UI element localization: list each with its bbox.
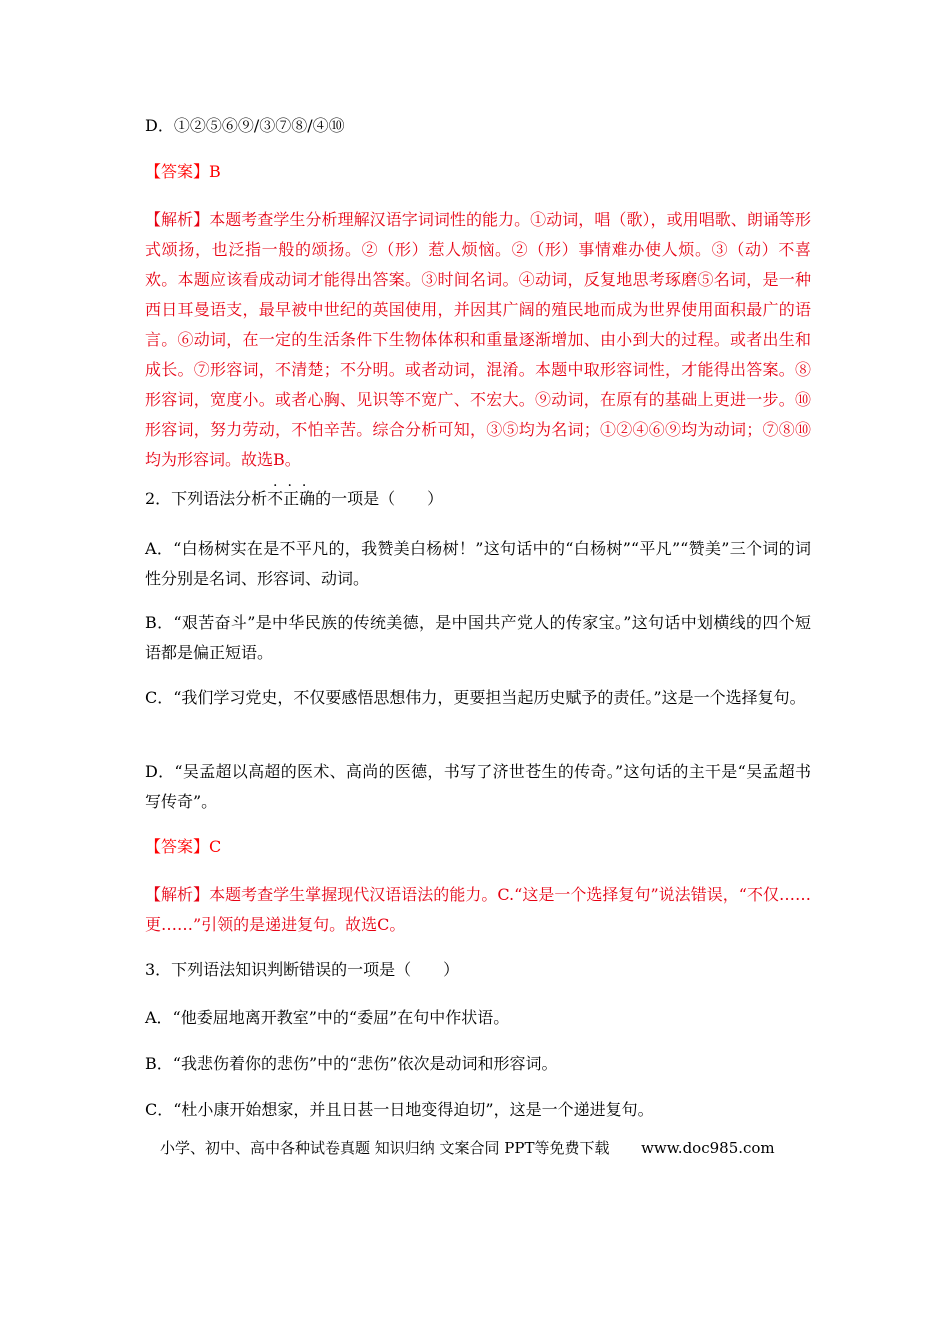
q3-stem: 3．下列语法知识判断错误的一项是（ ）: [145, 960, 460, 979]
q2-option-d: D．“吴孟超以高超的医术、高尚的医德，书写了济世苍生的传奇。”这句话的主干是“吴孟超书写传奇”。: [145, 762, 811, 811]
q1-answer: 【答案】B: [145, 162, 221, 181]
q2-option-a: A．“白杨树实在是不平凡的，我赞美白杨树！”这句话中的“白杨树”“平凡”“赞美”三个词的词性分别是名词、形容词、动词。: [145, 539, 811, 588]
q1-option-d: D．①②⑤⑥⑨/③⑦⑧/④⑩: [145, 116, 345, 135]
footer-url[interactable]: www.doc985.com: [641, 1139, 775, 1157]
q3-option-c: C．“杜小康开始想家，并且日甚一日地变得迫切”，这是一个递进复句。: [145, 1100, 654, 1119]
q2-answer: 【答案】C: [145, 837, 222, 856]
q3-option-a: A．“他委屈地离开教室”中的“委屈”在句中作状语。: [145, 1008, 510, 1027]
q1-analysis: 【解析】本题考查学生分析理解汉语字词词性的能力。①动词，唱（歌），或用唱歌、朗诵等形式颂扬，也泛指一般的颂扬。②（形）惹人烦恼。②（形）事情难办使人烦。③（动）不喜欢。本题应该看成动词才能得出答案。③时间名词。④动词，反复地思考琢磨⑤名词，是一种西日耳曼语支，最早被中世纪的英国使用，并因其广阔的殖民地而成为世界使用面积最广的语言。⑥动词，在一定的生活条件下生物体体积和重量逐渐增加、由小到大的过程。或者出生和成长。⑦形容词，不清楚；不分明。或者动词，混淆。本题中取形容词性，才能得出答案。⑧形容词，宽度小。或者心胸、见识等不宽广、不宏大。⑨动词，在原有的基础上更进一步。⑩形容词，努力劳动，不怕辛苦。综合分析可知，③⑤均为名词；①②④⑥⑨均为动词；⑦⑧⑩均为形容词。故选B。: [145, 210, 811, 469]
q2-stem: 2．下列语法分析不正确的一项是（ ）: [145, 489, 444, 508]
q3-option-b: B．“我悲伤着你的悲伤”中的“悲伤”依次是动词和形容词。: [145, 1054, 558, 1073]
q2-option-c: C．“我们学习党史，不仅要感悟思想伟力，更要担当起历史赋予的责任。”这是一个选择复句。: [145, 688, 806, 707]
footer-text: 小学、初中、高中各种试卷真题 知识归纳 文案合同 PPT等免费下载: [160, 1139, 610, 1157]
q2-analysis: 【解析】本题考查学生掌握现代汉语语法的能力。C.“这是一个选择复句”说法错误，“不仅……更……”引领的是递进复句。故选C。: [145, 885, 811, 934]
page-footer: [160, 1136, 775, 1160]
emphasis-dots: ...: [273, 474, 317, 490]
q2-option-b: B．“艰苦奋斗”是中华民族的传统美德，是中国共产党人的传家宝。”这句话中划横线的四个短语都是偏正短语。: [145, 613, 811, 662]
